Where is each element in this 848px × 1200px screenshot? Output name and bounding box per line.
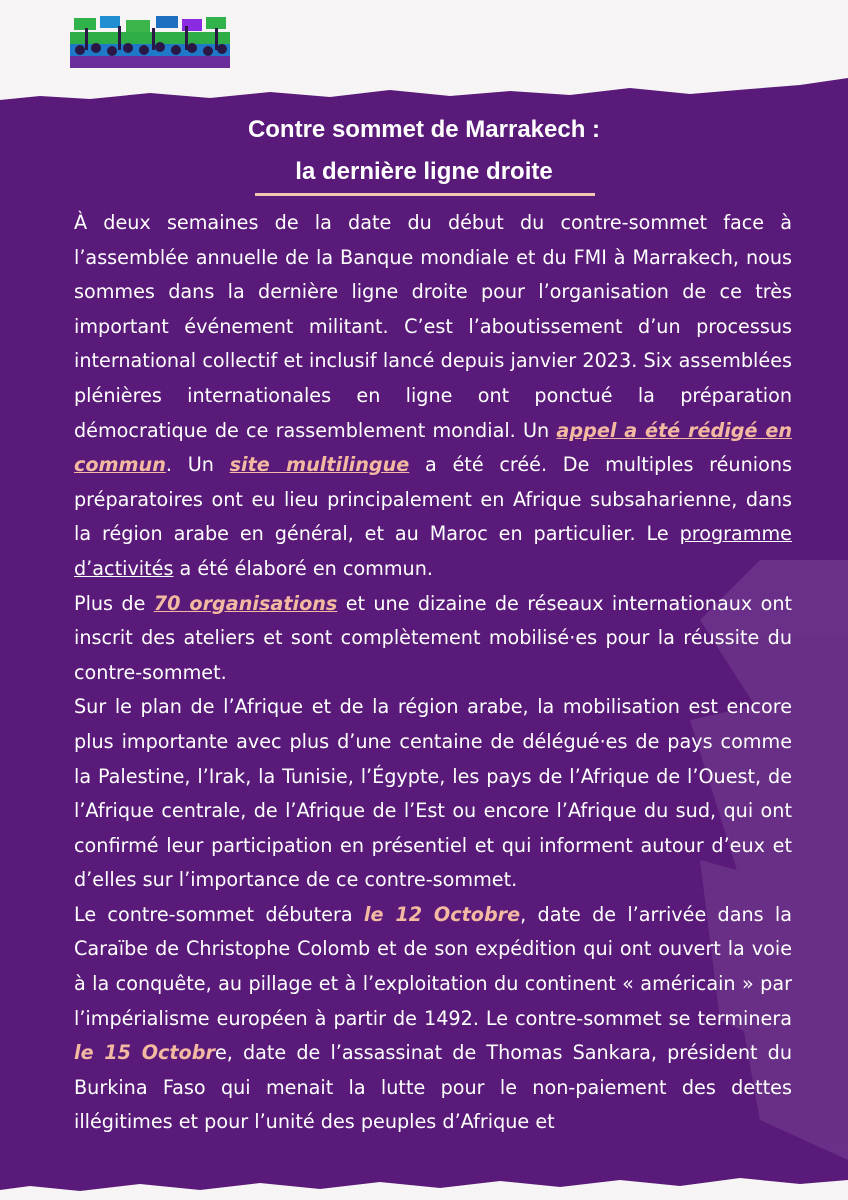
text: Plus de <box>74 591 154 615</box>
text: À deux semaines de la date du début du contre-sommet face à l’assemblée annuelle de la Banque mondiale et du FMI à Marrakech, nous sommes dans la dernière ligne droite pour l’organisation de ce très important événement militant. C’est l’aboutissement d’un processus international collectif et inclusif lancé depuis janvier 2023. Six assemblées plénières internationales en ligne ont ponctué la préparation démocratique de ce rassemblement mondial. Un <box>74 211 792 442</box>
title-divider <box>255 193 595 196</box>
text: et une dizaine de réseaux internationaux ont inscrit des ateliers et sont complètement mobilisé·es pour la réussite du contre-sommet. <box>74 591 793 684</box>
crowd-protest-logo <box>70 14 230 70</box>
text: , date de l’arrivée dans la Caraïbe de Christophe Colomb et de son expédition qui ont ouvert la voie à la conquête, au pillage et à l’exploitation du continent « américain » par l’impérialisme européen à partir de 1492. Le contre-sommet se terminera <box>74 902 793 1030</box>
text: e, date de l’assassinat de Thomas Sankara, président du Burkina Faso qui menait la lutte pour le non-paiement des dettes illégitimes et pour l’unité des peuples d’Afrique et <box>74 1041 792 1134</box>
organisations-link[interactable]: 70 organisations <box>153 591 338 615</box>
text: Le contre-sommet débutera <box>74 902 364 926</box>
text: . Un <box>165 453 230 477</box>
paragraph-4 <box>74 898 792 1140</box>
paragraph-2 <box>74 587 792 691</box>
start-date: le 12 Octobre <box>363 902 521 926</box>
paragraph-1 <box>74 206 792 587</box>
title-line-2: la dernière ligne droite <box>295 158 553 185</box>
paragraph-3: Sur le plan de l’Afrique et de la région arabe, la mobilisation est encore plus importante avec plus d’une centaine de délégué·es de pays comme la Palestine, l’Irak, la Tunisie, l’Égypte, les pays de l’Afrique de l’Ouest, de l’Afrique centrale, de l’Afrique de l’Est ou encore l’Afrique du sud, qui ont confirmé leur participation en présentiel et qui informent autour d’eux et d’elles sur l’importance de ce contre-sommet. <box>74 695 792 892</box>
appel-link[interactable]: appel a été rédigé en commun <box>74 418 792 477</box>
site-multilingue-link[interactable]: site multilingue <box>229 453 410 477</box>
article-body <box>74 206 792 1140</box>
text: a été élaboré en commun. <box>173 556 433 580</box>
title-line-1: Contre sommet de Marrakech : <box>247 116 601 143</box>
end-date: le 15 Octobr <box>74 1041 215 1065</box>
text: a été créé. De multiples réunions préparatoires ont eu lieu principalement en Afrique subsaharienne, dans la région arabe en général, et au Maroc en particulier. Le <box>74 453 792 546</box>
programme-link[interactable]: programme d’activités <box>74 522 792 580</box>
